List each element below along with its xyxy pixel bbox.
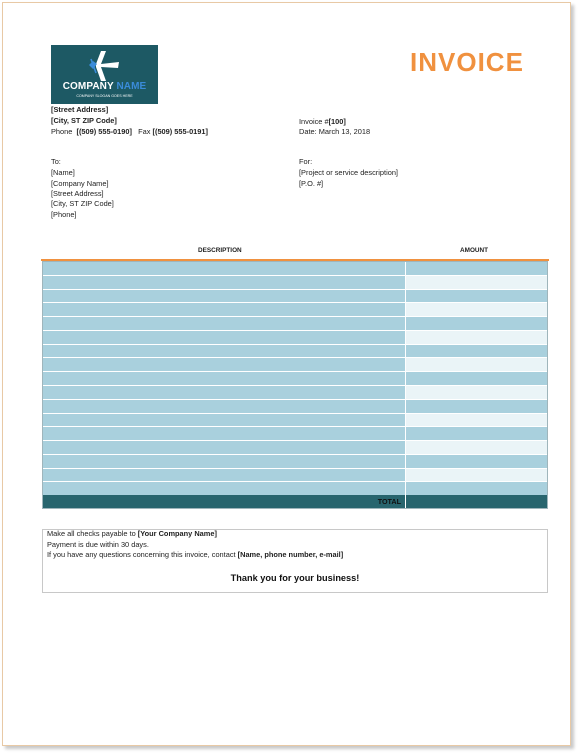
amount-cell[interactable] <box>406 469 547 482</box>
description-cell[interactable] <box>43 414 405 427</box>
invoice-page <box>2 2 571 746</box>
amount-cell[interactable] <box>406 427 547 440</box>
bill-to-company[interactable]: [Company Name] <box>51 179 109 188</box>
description-cell[interactable] <box>43 303 405 316</box>
table-row <box>43 372 547 386</box>
table-row <box>43 303 547 317</box>
table-row <box>43 358 547 372</box>
company-phone-fax <box>51 127 208 138</box>
amount-cell[interactable] <box>406 303 547 316</box>
table-row <box>43 414 547 428</box>
table-row <box>43 386 547 400</box>
table-row <box>43 400 547 414</box>
amount-cell[interactable] <box>406 386 547 399</box>
description-cell[interactable] <box>43 482 405 495</box>
description-cell[interactable] <box>43 276 405 289</box>
description-cell[interactable] <box>43 427 405 440</box>
invoice-date[interactable]: March 13, 2018 <box>318 127 371 136</box>
amount-cell[interactable] <box>406 441 547 454</box>
thank-you-message: Thank you for your business! <box>230 573 360 583</box>
bill-to-phone[interactable]: [Phone] <box>51 210 77 219</box>
description-cell[interactable] <box>43 290 405 303</box>
description-cell[interactable] <box>43 400 405 413</box>
amount-cell[interactable] <box>406 345 547 358</box>
table-row <box>43 427 547 441</box>
description-cell[interactable] <box>43 358 405 371</box>
notes-company-name[interactable]: [Your Company Name] <box>137 529 217 538</box>
table-row <box>43 262 547 276</box>
logo-company-name: COMPANY NAME <box>62 81 147 92</box>
description-header: DESCRIPTION <box>198 247 242 254</box>
total-row <box>43 495 547 508</box>
invoice-title: INVOICE <box>410 47 524 77</box>
amount-cell[interactable] <box>406 358 547 371</box>
bill-to-city[interactable]: [City, ST ZIP Code] <box>51 199 114 208</box>
invoice-date-line <box>299 127 370 138</box>
amount-cell[interactable] <box>406 317 547 330</box>
company-logo <box>51 45 158 104</box>
bill-to-street[interactable]: [Street Address] <box>51 189 104 198</box>
invoice-date-label: Date: <box>299 127 317 136</box>
fax-label: Fax <box>138 127 151 136</box>
amount-cell[interactable] <box>406 400 547 413</box>
amount-cell[interactable] <box>406 482 547 495</box>
logo-arrow-icon <box>87 49 123 83</box>
table-row <box>43 331 547 345</box>
amount-cell[interactable] <box>406 262 547 275</box>
table-row <box>43 317 547 331</box>
amount-cell[interactable] <box>406 290 547 303</box>
description-cell[interactable] <box>43 455 405 468</box>
notes-contact-info[interactable]: [Name, phone number, e-mail] <box>237 550 344 559</box>
for-label: For: <box>299 157 313 166</box>
phone-label: Phone <box>51 127 73 136</box>
notes-checks-payable: Make all checks payable to [Your Company Name] <box>47 529 217 538</box>
line-items-table <box>42 261 548 509</box>
company-city[interactable]: [City, ST ZIP Code] <box>51 116 117 125</box>
bill-to-name[interactable]: [Name] <box>51 168 75 177</box>
amount-cell[interactable] <box>406 414 547 427</box>
table-row <box>43 345 547 359</box>
amount-header: AMOUNT <box>460 247 489 254</box>
description-cell[interactable] <box>43 345 405 358</box>
amount-cell[interactable] <box>406 372 547 385</box>
notes-questions-contact: If you have any questions concerning this invoice, contact [Name, phone number, e-mail] <box>47 550 344 559</box>
table-row <box>43 469 547 483</box>
invoice-number[interactable]: [100] <box>328 117 346 126</box>
description-cell[interactable] <box>43 317 405 330</box>
for-project-description[interactable]: [Project or service description] <box>299 168 398 177</box>
amount-cell[interactable] <box>406 455 547 468</box>
table-row <box>43 290 547 304</box>
bill-to-label: To: <box>51 157 61 166</box>
description-cell[interactable] <box>43 372 405 385</box>
description-cell[interactable] <box>43 262 405 275</box>
description-cell[interactable] <box>43 469 405 482</box>
company-fax[interactable]: [(509) 555-0191] <box>152 127 208 136</box>
description-cell[interactable] <box>43 386 405 399</box>
invoice-number-line <box>299 117 346 128</box>
amount-cell[interactable] <box>406 331 547 344</box>
payment-notes <box>42 529 548 593</box>
total-column-divider <box>405 495 406 508</box>
company-phone[interactable]: [(509) 555-0190] <box>76 127 132 136</box>
for-po-number[interactable]: [P.O. #] <box>299 179 324 188</box>
description-cell[interactable] <box>43 441 405 454</box>
amount-cell[interactable] <box>406 276 547 289</box>
table-row <box>43 276 547 290</box>
company-street[interactable]: [Street Address] <box>51 105 109 114</box>
table-row <box>43 441 547 455</box>
table-row <box>43 455 547 469</box>
description-cell[interactable] <box>43 331 405 344</box>
logo-slogan: COMPANY SLOGAN GOES HERE <box>76 94 133 98</box>
total-label: TOTAL <box>377 497 401 506</box>
invoice-number-label: Invoice # <box>299 117 329 126</box>
notes-payment-terms: Payment is due within 30 days. <box>47 540 149 549</box>
